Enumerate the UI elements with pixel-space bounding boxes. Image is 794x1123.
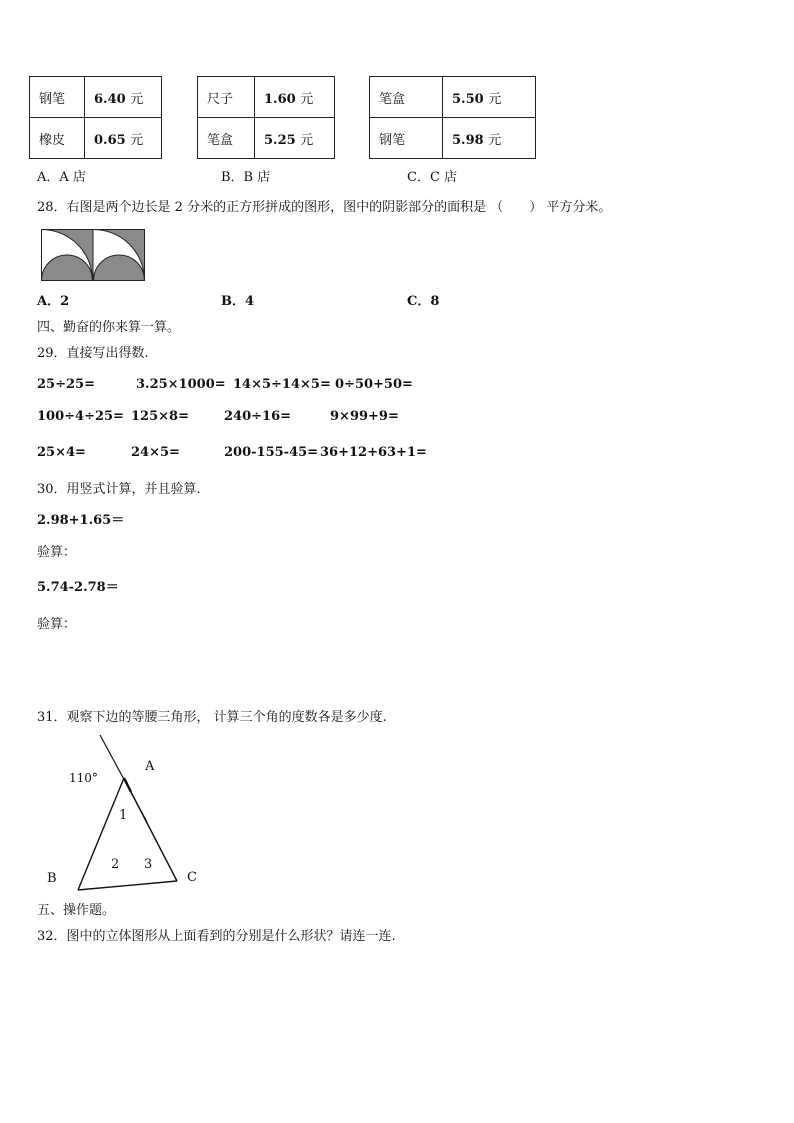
store-c-item-1: 笔盒 xyxy=(370,77,443,118)
store-a-item-2: 橡皮 xyxy=(30,118,85,159)
q29-r1-c4: 0÷50+50= xyxy=(335,377,413,392)
store-b-item-1: 尺子 xyxy=(198,77,255,118)
q29-r1-c1: 25÷25= xyxy=(37,377,95,392)
q29-question: 29．直接写出得数. xyxy=(37,346,149,361)
q28-option-b: B．4 xyxy=(221,294,255,309)
q29-r2-c3: 240÷16= xyxy=(224,409,292,424)
q27-option-c: C．C 店 xyxy=(407,170,458,185)
q31-angle-label: 110° xyxy=(69,771,98,785)
q29-r2-c4: 9×99+9= xyxy=(330,409,399,424)
store-b-price-1: 1.60 元 xyxy=(255,77,335,118)
q29-r3-c3: 200-155-45= xyxy=(224,445,319,460)
store-a-table xyxy=(29,76,162,159)
q31-vertex-b: B xyxy=(47,871,57,886)
q28-question: 28．右图是两个边长是 2 分米的正方形拼成的图形，图中的阴影部分的面积是 （ ） 平方分米。 xyxy=(37,200,612,215)
section-5-heading: 五、操作题。 xyxy=(37,903,116,918)
q29-r2-c2: 125×8= xyxy=(131,409,189,424)
store-b-price-2: 5.25 元 xyxy=(255,118,335,159)
q31-vertex-c: C xyxy=(187,870,197,885)
q29-r3-c2: 24×5= xyxy=(131,445,180,460)
q31-angle-2: 2 xyxy=(111,857,120,872)
q30-check-1: 验算： xyxy=(37,545,77,560)
q29-r2-c1: 100÷4÷25= xyxy=(37,409,124,424)
q30-check-2: 验算： xyxy=(37,617,77,632)
q27-option-a: A．A 店 xyxy=(37,170,86,185)
store-c-item-2: 钢笔 xyxy=(370,118,443,159)
q30-expression-1: 2.98+1.65＝ xyxy=(37,513,125,528)
q30-question: 30．用竖式计算，并且验算. xyxy=(37,482,201,497)
store-a-item-1: 钢笔 xyxy=(30,77,85,118)
store-c-table xyxy=(369,76,536,159)
section-4-heading: 四、勤奋的你来算一算。 xyxy=(37,320,181,335)
q28-shaded-figure xyxy=(41,229,145,281)
q29-r1-c3: 14×5÷14×5= xyxy=(233,377,331,392)
q29-r3-c4: 36+12+63+1= xyxy=(320,445,427,460)
store-b-item-2: 笔盒 xyxy=(198,118,255,159)
q28-option-a: A．2 xyxy=(37,294,70,309)
q28-option-c: C．8 xyxy=(407,294,440,309)
q27-option-b: B．B 店 xyxy=(221,170,271,185)
q29-r3-c1: 25×4= xyxy=(37,445,86,460)
q31-question: 31．观察下边的等腰三角形， 计算三个角的度数各是多少度. xyxy=(37,710,387,725)
store-a-price-1: 6.40 元 xyxy=(85,77,162,118)
q29-r1-c2: 3.25×1000= xyxy=(136,377,226,392)
q31-angle-1: 1 xyxy=(119,808,128,823)
q30-expression-2: 5.74-2.78＝ xyxy=(37,580,119,595)
store-a-price-2: 0.65 元 xyxy=(85,118,162,159)
store-b-table xyxy=(197,76,335,159)
q31-angle-3: 3 xyxy=(144,857,153,872)
q31-vertex-a: A xyxy=(145,759,155,774)
q32-question: 32．图中的立体图形从上面看到的分别是什么形状？请连一连. xyxy=(37,929,396,944)
store-c-price-2: 5.98 元 xyxy=(443,118,536,159)
store-c-price-1: 5.50 元 xyxy=(443,77,536,118)
